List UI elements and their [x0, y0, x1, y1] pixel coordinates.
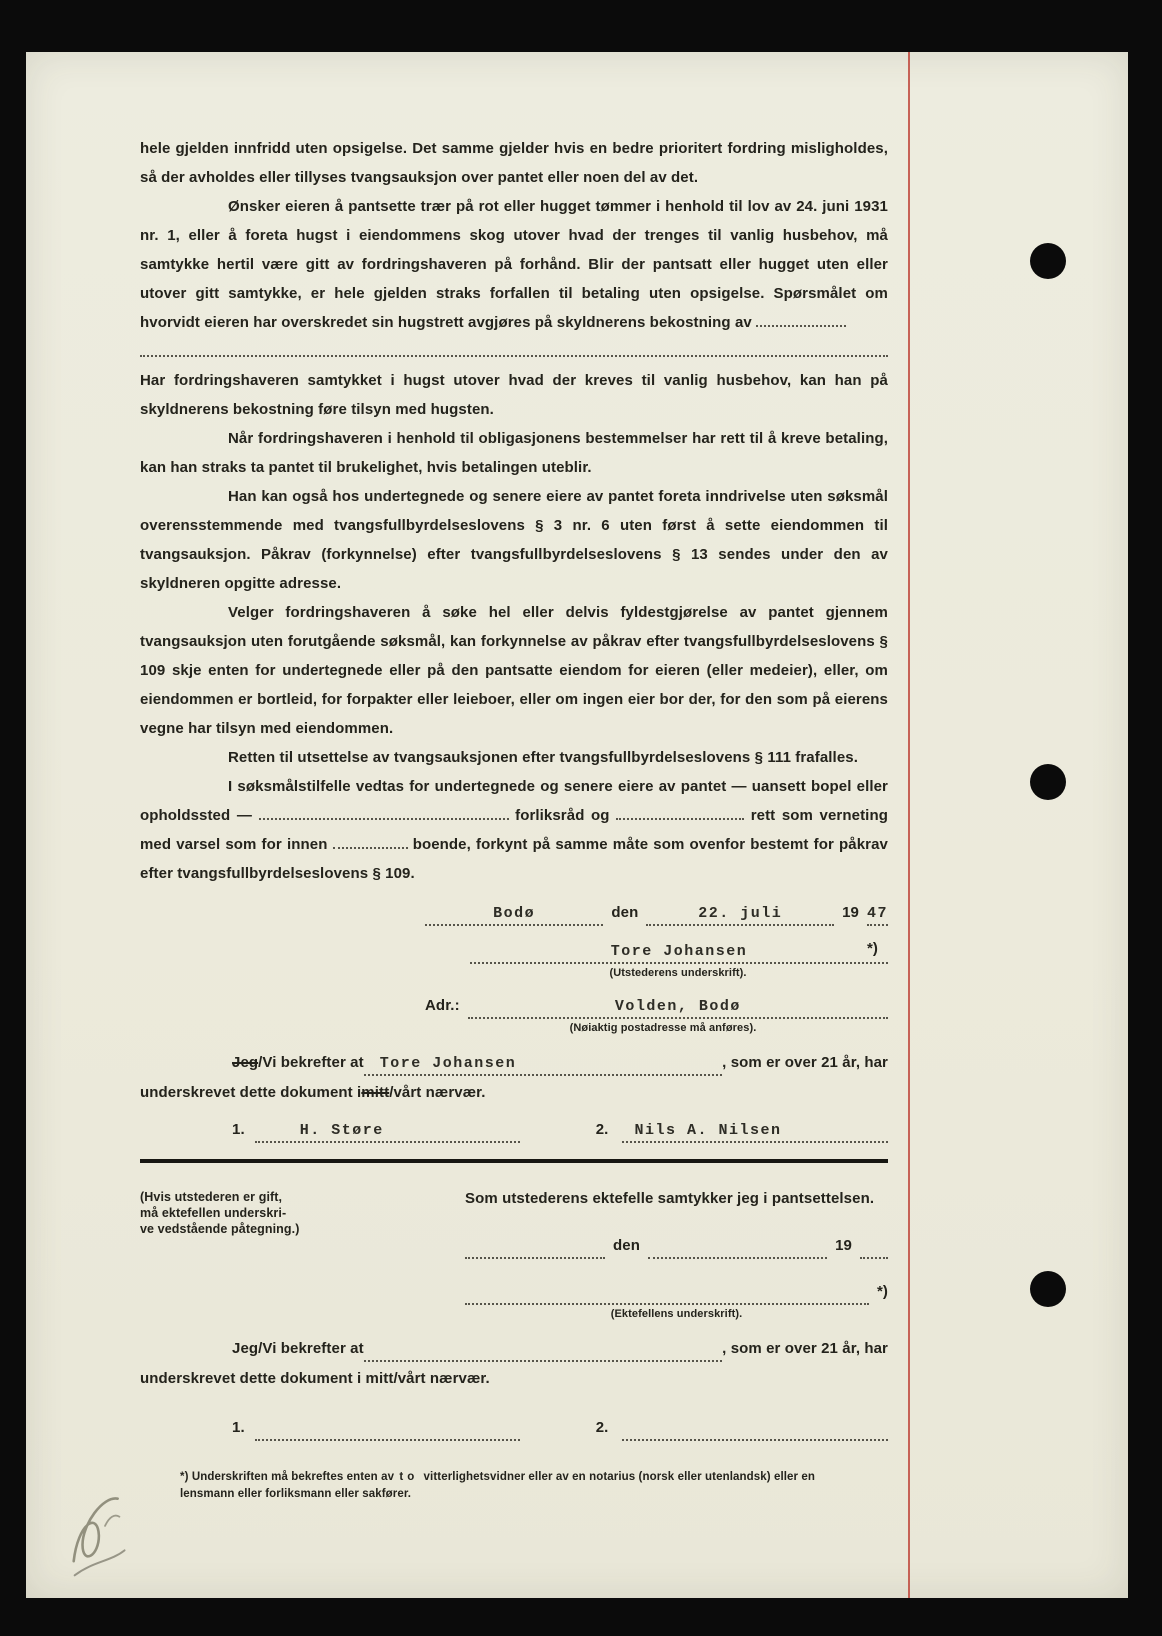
witness-attestation-line2: [140, 1078, 888, 1107]
spouse-note-line1: (Hvis utstederen er gift,: [140, 1190, 283, 1204]
address-caption: (Nøiaktig postadresse må anføres).: [569, 1022, 757, 1034]
address-line: [425, 993, 888, 1019]
issuer-signature-line: [470, 938, 888, 964]
witness2-number: 2.: [595, 1121, 609, 1138]
spouse-signature-line: [465, 1279, 888, 1305]
paragraph-forced-auction: Velger fordringshaveren å søke hel eller delvis fyldestgjørelse av pantet gjennem tvangsauksjon uten forutgående søksmål, kan forkynnelse av påkrav efter tvangsfullbyrdelseslovens § 109 skje enten for undertegnede eller på den pantsatte eiendom for eieren (eller medeier), eller, om eiendommen er bortleid, for forpakter eller leieboer, eller om ingen eier bor der, for den som på eierens vegne har tilsyn med eiendommen.: [140, 604, 888, 737]
spouse-consent-statement: Som utstederens ektefelle samtykker jeg i pantsettelsen.: [465, 1190, 875, 1207]
paragraph-logging-supervision: Har fordringshaveren samtykket i hugst utover hvad der kreves til vanlig husbehov, kan han på skyldnerens bekostning føre tilsyn med hugsten.: [140, 372, 888, 418]
year-value: 47: [866, 905, 888, 922]
blank-assessor-field: [756, 313, 846, 327]
address-field: [468, 993, 888, 1019]
paragraph-timber-pledge: [140, 192, 888, 337]
spouse-footnote-reference-mark: *): [876, 1283, 888, 1300]
footnote-text-b: vitterlighetsvidner eller av en notarius (norsk eller utenlandsk) eller en lensmann eller forliksmann eller sakfører.: [180, 1471, 816, 1500]
venue-text-1: I søksmålstilfelle vedtas for undertegnede og senere eiere av pantet — uansett bopel eller opholdssted —: [140, 778, 888, 824]
witness1-number-blank: 1.: [232, 1419, 245, 1436]
document-body: [140, 134, 888, 1503]
punch-hole: [1030, 1271, 1066, 1307]
witness1-signature-field: [255, 1117, 520, 1143]
witness-attestation-suffix: , som er over 21 år, har: [722, 1054, 888, 1071]
spouse-consent-section: [140, 1189, 888, 1322]
venue-text-3: rett som verneting med varsel som for innen: [140, 807, 888, 853]
spouse-date-line: [465, 1233, 888, 1259]
margin-rule-line: [908, 52, 910, 1598]
spouse-den-label: den: [613, 1237, 640, 1254]
paragraph-collection: Han kan også hos undertegnede og senere eiere av pantet foreta inndrivelse uten søksmål overensstemmende med tvangsfullbyrdelseslovens § 3 nr. 6 uten først å sette eiendommen til tvangsauksjon. Påkrav (forkynnelse) efter tvangsfullbyrdelseslovens § 13 sendes under den av skyldneren opgitte adresse.: [140, 488, 888, 592]
struck-mitt: mitt: [361, 1084, 390, 1101]
paragraph-right-to-claim: Når fordringshaveren i henhold til obligasjonens bestemmelser har rett til å kreve betaling, kan han straks ta pantet til brukelighet, hvis betalingen uteblir.: [140, 430, 888, 476]
spouse-note: [140, 1189, 355, 1322]
witness-attestation-line2-blank: underskrevet dette dokument i mitt/vårt nærvær.: [140, 1370, 490, 1387]
den-label: den: [611, 904, 639, 921]
date-field: [646, 900, 834, 926]
spouse-place-field: [465, 1233, 605, 1259]
witness-attestation-intro-rest: /Vi bekrefter at: [258, 1054, 364, 1071]
paragraph-timber-pledge-text: Ønsker eieren å pantsette trær på rot eller hugget tømmer i henhold til lov av 24. juni 1931 nr. 1, eller å foreta hugst i eiendommens skog utover hvad der trenges til vanlig husbehov, må samtykke hertil være gitt av fordringshaveren på forhånd. Blir der pantsatt eller hugget uten eller utover gitt samtykke, er hele gjelden straks forfallen til betaling uten opsigelse. Spørsmålet om hvorvidt eieren har overskredet sin hugstrett avgjøres på skyldnerens bekostning av: [140, 198, 888, 331]
issuer-signature-caption: (Utstederens underskrift).: [609, 967, 747, 979]
scanned-paper-page: [26, 52, 1128, 1598]
punch-hole: [1030, 243, 1066, 279]
witness-attestation-line-blank: [140, 1336, 888, 1362]
place-field: [425, 900, 603, 926]
address-value: Volden, Bodø: [614, 998, 741, 1015]
year-field: [867, 900, 888, 926]
witness-signatures-row-blank: [140, 1415, 888, 1441]
witness2-signature-value: Nils A. Nilsen: [634, 1122, 782, 1139]
spouse-note-line3: ve vedstående påtegning.): [140, 1222, 300, 1236]
place-value: Bodø: [493, 905, 536, 922]
witness-attestation-suffix-blank: , som er over 21 år, har: [722, 1340, 888, 1357]
witness-attestation-intro-blank: Jeg/Vi bekrefter at: [232, 1340, 364, 1357]
witness-attestation-line: [140, 1050, 888, 1076]
paragraph-venue: [140, 772, 888, 888]
venue-text-4: boende, forkynt på samme måte som ovenfor bestemt for påkrav efter tvangsfullbyrdelseslovens § 109.: [140, 836, 888, 882]
paragraph-postponement-waiver: Retten til utsettelse av tvangsauksjonen efter tvangsfullbyrdelseslovens § 111 frafalles.: [228, 749, 858, 766]
year-prefix-label: 19: [842, 904, 859, 921]
footnote-reference-mark: *): [866, 940, 878, 957]
footnote-emphasis: to: [399, 1471, 419, 1483]
spouse-date-field: [648, 1233, 827, 1259]
blank-court-name: [616, 806, 744, 820]
attested-name-field: [364, 1050, 722, 1076]
issuer-signature-value: Tore Johansen: [610, 943, 748, 960]
witness-line2-a: underskrevet dette dokument i: [140, 1084, 362, 1101]
spouse-year-field: [860, 1233, 888, 1259]
section-divider-rule: [140, 1159, 888, 1163]
witness2-signature-field: [622, 1117, 888, 1143]
witness-signatures-row: [140, 1117, 888, 1143]
address-label: Adr.:: [425, 997, 460, 1014]
spouse-consent-block: [465, 1189, 888, 1322]
footnote-ref: *): [180, 1471, 189, 1483]
punch-hole: [1030, 764, 1066, 800]
blank-conciliation-board: [259, 806, 509, 820]
witness2-number-blank: 2.: [595, 1419, 609, 1436]
witness1-signature-value: H. Støre: [299, 1122, 384, 1139]
footnote-text-a: Underskriften må bekreftes enten av: [191, 1471, 395, 1483]
blank-residence: [333, 835, 408, 849]
witness1-number: 1.: [232, 1121, 245, 1138]
paragraph-debt-due: hele gjelden innfridd uten opsigelse. Det samme gjelder hvis en bedre prioritert fordring misligholdes, så der avholdes eller tillyses tvangsauksjon over pantet eller noen del av det.: [140, 140, 888, 186]
attested-name-value: Tore Johansen: [379, 1055, 517, 1072]
spouse-year-prefix-label: 19: [835, 1237, 852, 1254]
issuer-signature-field: [470, 938, 888, 964]
spouse-signature-field: [465, 1279, 869, 1305]
footnote: [140, 1469, 870, 1503]
attested-name-field-blank: [364, 1336, 722, 1362]
venue-text-2: forliksråd og: [515, 807, 610, 824]
witness-line2-b: /vårt nærvær.: [389, 1084, 486, 1101]
blank-fill-line: [140, 337, 888, 357]
date-line: [425, 900, 888, 926]
struck-jeg: Jeg: [232, 1054, 259, 1071]
witness2-signature-field-blank: [622, 1415, 888, 1441]
witness1-signature-field-blank: [255, 1415, 520, 1441]
date-value: 22. juli: [698, 905, 783, 922]
witness-attestation-intro: [232, 1050, 364, 1076]
spouse-note-line2: må ektefellen underskri-: [140, 1206, 287, 1220]
spouse-signature-caption: (Ektefellens underskrift).: [610, 1308, 743, 1320]
